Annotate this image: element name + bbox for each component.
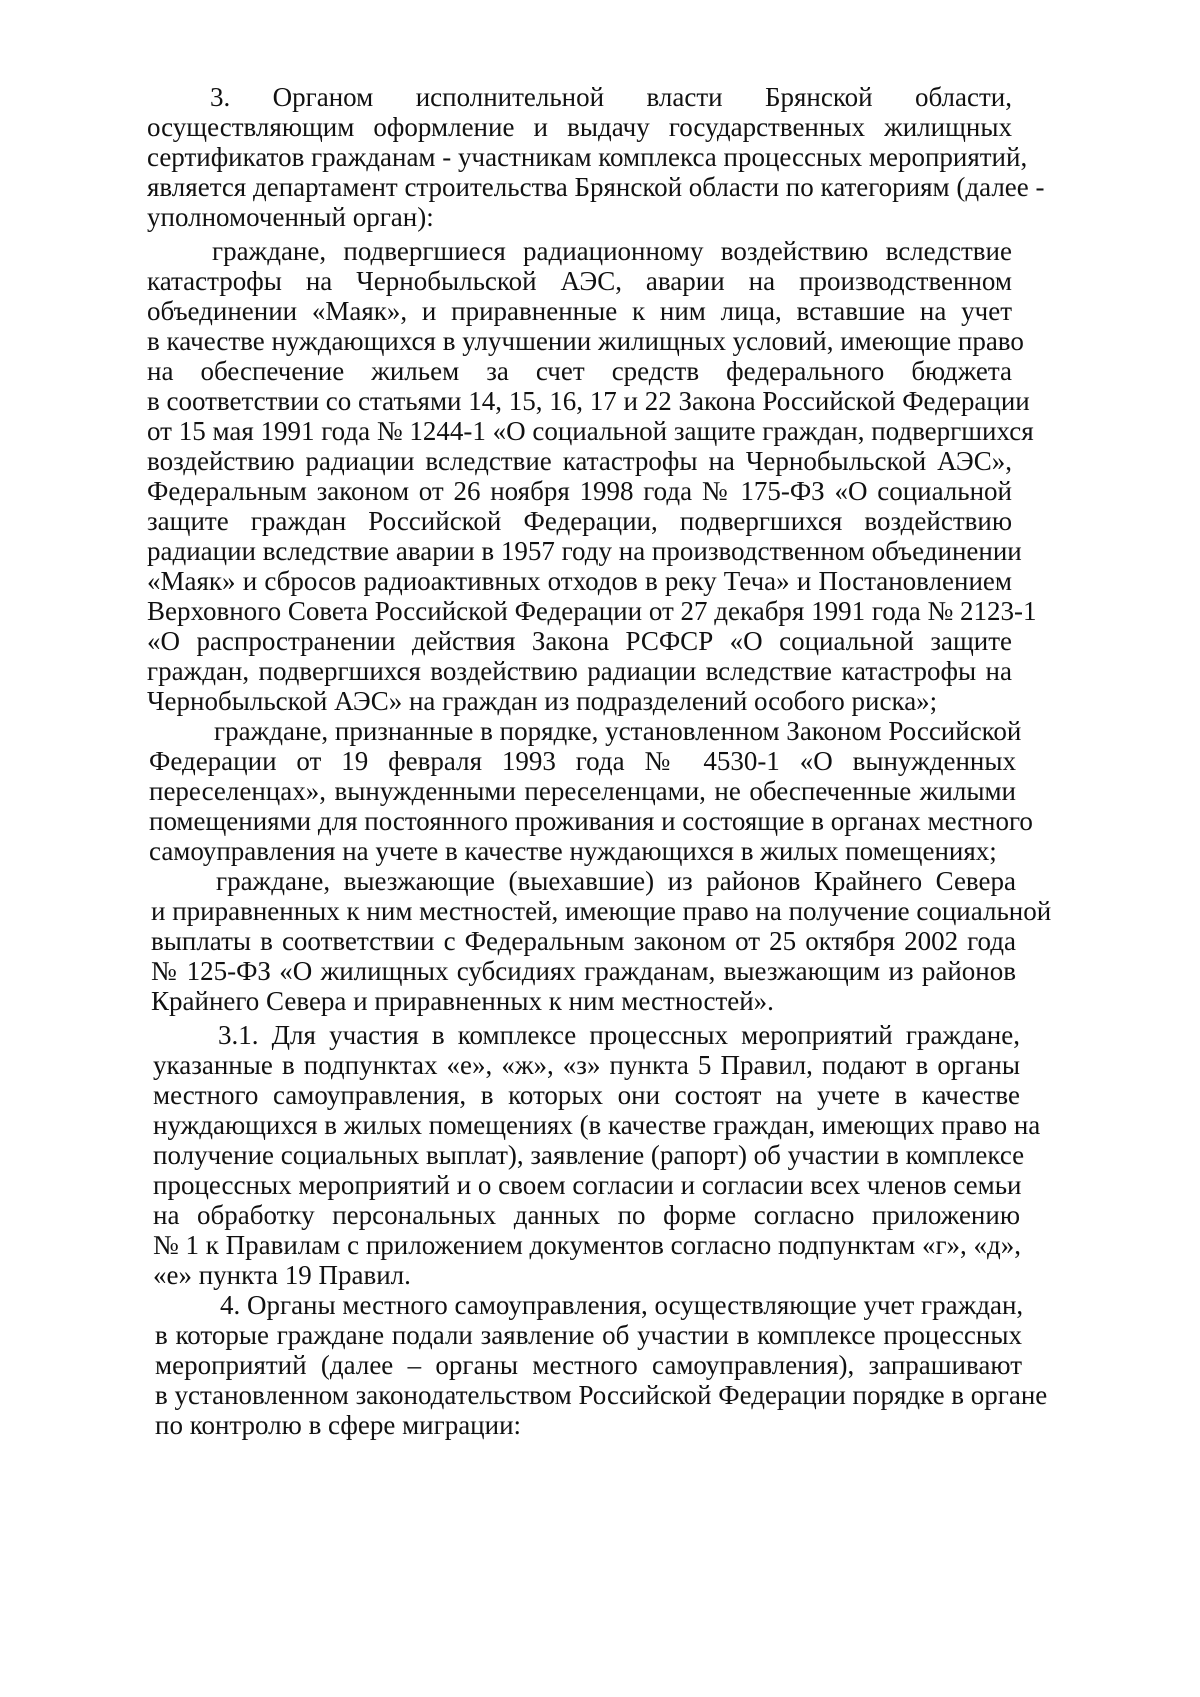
text-line: является департамент строительства Брянской области по категориям (далее - [147, 172, 1045, 202]
text-line: воздействию радиации вследствие катастрофы на Чернобыльской АЭС», [147, 446, 1012, 476]
text-line: объединении «Маяк», и приравненные к ним лица, вставшие на учет [147, 296, 1012, 326]
text-line: 4. Органы местного самоуправления, осуществляющие учет граждан, [220, 1290, 1024, 1320]
text-line: получение социальных выплат), заявление (рапорт) об участии в комплексе [153, 1140, 1025, 1170]
text-line: указанные в подпунктах «е», «ж», «з» пункта 5 Правил, подают в органы [153, 1050, 1020, 1080]
text-line: и приравненных к ним местностей, имеющие право на получение социальной [151, 896, 1052, 926]
text-line: «О распространении действия Закона РСФСР «О социальной защите [147, 626, 1012, 656]
text-line: переселенцах», вынужденными переселенцами, не обеспеченные жилыми [149, 776, 1016, 806]
text-line: на обработку персональных данных по форме согласно приложению [153, 1200, 1020, 1230]
text-line: Федеральным законом от 26 ноября 1998 года № 175-ФЗ «О социальной [147, 476, 1012, 506]
text-line: уполномоченный орган): [147, 202, 434, 232]
text-line: осуществляющим оформление и выдачу государственных жилищных [147, 112, 1012, 142]
text-line: выплаты в соответствии с Федеральным законом от 25 октября 2002 года [151, 926, 1016, 956]
text-line: 3.1. Для участия в комплексе процессных мероприятий граждане, [218, 1020, 1020, 1050]
text-line: по контролю в сфере миграции: [155, 1410, 522, 1440]
text-line: от 15 мая 1991 года № 1244-1 «О социальной защите граждан, подвергшихся [147, 416, 1034, 446]
text-line: 3. Органом исполнительной власти Брянской области, [210, 82, 1012, 112]
text-line: граждане, признанные в порядке, установленном Законом Российской [214, 716, 1022, 746]
text-line: самоуправления на учете в качестве нуждающихся в жилых помещениях; [149, 836, 997, 866]
text-line: в которые граждане подали заявление об участии в комплексе процессных [155, 1320, 1022, 1350]
text-line: на обеспечение жильем за счет средств федерального бюджета [147, 356, 1012, 386]
text-line: защите граждан Российской Федерации, подвергшихся воздействию [147, 506, 1012, 536]
text-line: граждане, выезжающие (выехавшие) из районов Крайнего Севера [216, 866, 1016, 896]
text-line: помещениями для постоянного проживания и состоящие в органах местного [149, 806, 1033, 836]
text-line: № 125-ФЗ «О жилищных субсидиях гражданам, выезжающим из районов [151, 956, 1016, 986]
text-line: нуждающихся в жилых помещениях (в качестве граждан, имеющих право на [153, 1110, 1041, 1140]
text-line: «е» пункта 19 Правил. [153, 1260, 411, 1290]
text-line: радиации вследствие аварии в 1957 году на производственном объединении [147, 536, 1022, 566]
text-line: «Маяк» и сбросов радиоактивных отходов в реку Теча» и Постановлением [147, 566, 1012, 596]
text-line: сертификатов гражданам - участникам комплекса процессных мероприятий, [147, 142, 1028, 172]
text-line: Верховного Совета Российской Федерации от 27 декабря 1991 года № 2123-1 [147, 596, 1037, 626]
text-line: катастрофы на Чернобыльской АЭС, аварии на производственном [147, 266, 1012, 296]
text-line: в установленном законодательством Российской Федерации порядке в органе [155, 1380, 1048, 1410]
text-line: Федерации от 19 февраля 1993 года № 4530-1 «О вынужденных [149, 746, 1016, 776]
text-line: граждан, подвергшихся воздействию радиации вследствие катастрофы на [147, 656, 1012, 686]
text-line: Крайнего Севера и приравненных к ним местностей». [151, 986, 774, 1016]
text-line: Чернобыльской АЭС» на граждан из подразделений особого риска»; [147, 686, 938, 716]
text-line: процессных мероприятий и о своем согласии и согласии всех членов семьи [153, 1170, 1022, 1200]
text-line: в соответствии со статьями 14, 15, 16, 17 и 22 Закона Российской Федерации [147, 386, 1030, 416]
text-line: граждане, подвергшиеся радиационному воздействию вследствие [212, 236, 1012, 266]
text-line: местного самоуправления, в которых они состоят на учете в качестве [153, 1080, 1020, 1110]
text-line: в качестве нуждающихся в улучшении жилищных условий, имеющие право [147, 326, 1024, 356]
text-line: мероприятий (далее – органы местного самоуправления), запрашивают [155, 1350, 1022, 1380]
text-line: № 1 к Правилам с приложением документов согласно подпунктам «г», «д», [153, 1230, 1022, 1260]
